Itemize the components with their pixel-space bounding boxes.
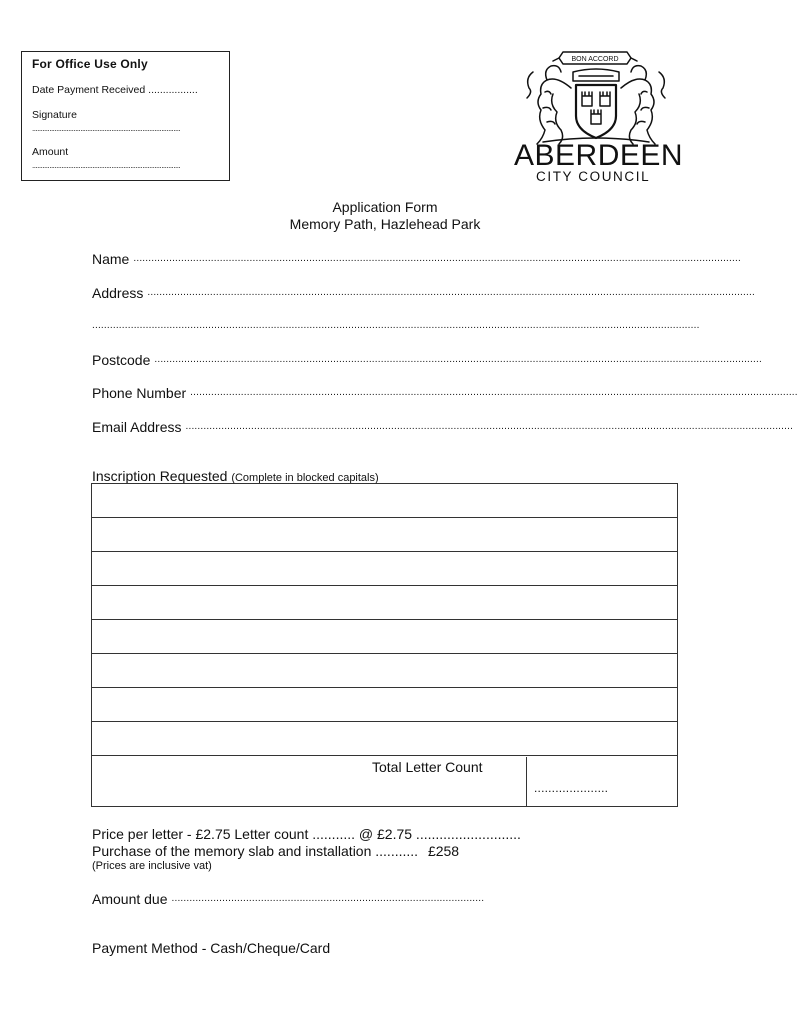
inscription-row[interactable]	[92, 518, 677, 552]
logo-name: ABERDEEN	[514, 139, 684, 172]
inscription-row[interactable]	[92, 586, 677, 620]
email-field[interactable]	[92, 418, 794, 436]
price-per-letter-line: Price per letter - £2.75 Letter count ........... @ £2.75 ...........................	[92, 826, 521, 842]
inscription-title: Inscription Requested	[92, 468, 228, 484]
form-title: Application Form	[332, 199, 438, 215]
phone-input-line[interactable]: ............................................................................................................................................................................................................	[190, 387, 798, 398]
postcode-label: Postcode	[92, 352, 151, 368]
inscription-row[interactable]	[92, 722, 677, 756]
name-input-line[interactable]: ............................................................................................................................................................................................................	[133, 253, 741, 264]
address-label: Address	[92, 285, 144, 301]
address-input-line-2[interactable]: ............................................................................................................................................................................................................	[92, 320, 700, 331]
logo-motto: BON ACCORD	[571, 56, 619, 63]
vat-note: (Prices are inclusive vat)	[92, 860, 212, 872]
date-payment-received-field[interactable]	[32, 84, 198, 96]
office-use-box	[21, 51, 230, 181]
postcode-input-line[interactable]: ............................................................................................................................................................................................................	[154, 354, 762, 365]
inscription-note: (Complete in blocked capitals)	[231, 472, 379, 484]
date-payment-received-label: Date Payment Received	[32, 84, 146, 96]
email-label: Email Address	[92, 419, 182, 435]
inscription-row[interactable]	[92, 620, 677, 654]
total-divider	[526, 757, 527, 807]
name-label: Name	[92, 251, 130, 267]
phone-field[interactable]	[92, 384, 798, 402]
amount-label: Amount	[32, 146, 69, 158]
inscription-row[interactable]	[92, 688, 677, 722]
address-line-2[interactable]	[92, 317, 700, 335]
amount-due-field[interactable]	[92, 890, 568, 908]
payment-method: Payment Method - Cash/Cheque/Card	[92, 940, 331, 956]
email-input-line[interactable]: ............................................................................................................................................................................................................	[185, 421, 794, 432]
amount-line[interactable]: ......................................................................................	[32, 161, 181, 170]
inscription-label	[92, 468, 379, 484]
office-use-title: For Office Use Only	[32, 57, 148, 71]
logo-subtitle: CITY COUNCIL	[536, 169, 651, 184]
form-subtitle: Memory Path, Hazlehead Park	[289, 216, 481, 232]
address-field[interactable]	[92, 284, 755, 302]
slab-price: £258	[427, 843, 460, 859]
postcode-field[interactable]	[92, 351, 762, 369]
amount-due-label: Amount due	[92, 891, 168, 907]
slab-purchase-line	[92, 843, 459, 859]
inscription-row[interactable]	[92, 654, 677, 688]
total-letter-count-input[interactable]: .....................	[534, 781, 609, 795]
inscription-row[interactable]	[92, 484, 677, 518]
slab-purchase-label: Purchase of the memory slab and installation ...........	[92, 843, 419, 859]
name-field[interactable]	[92, 250, 741, 268]
inscription-table	[91, 483, 678, 807]
amount-due-input-line[interactable]: .........................................................................................................	[171, 893, 485, 904]
address-input-line[interactable]: ............................................................................................................................................................................................................	[147, 287, 755, 298]
date-payment-received-dots: .................	[148, 84, 198, 96]
phone-label: Phone Number	[92, 385, 187, 401]
signature-label: Signature	[32, 109, 77, 121]
inscription-row[interactable]	[92, 552, 677, 586]
total-letter-count-label: Total Letter Count	[372, 759, 483, 775]
signature-line[interactable]: ......................................................................................	[32, 124, 181, 133]
